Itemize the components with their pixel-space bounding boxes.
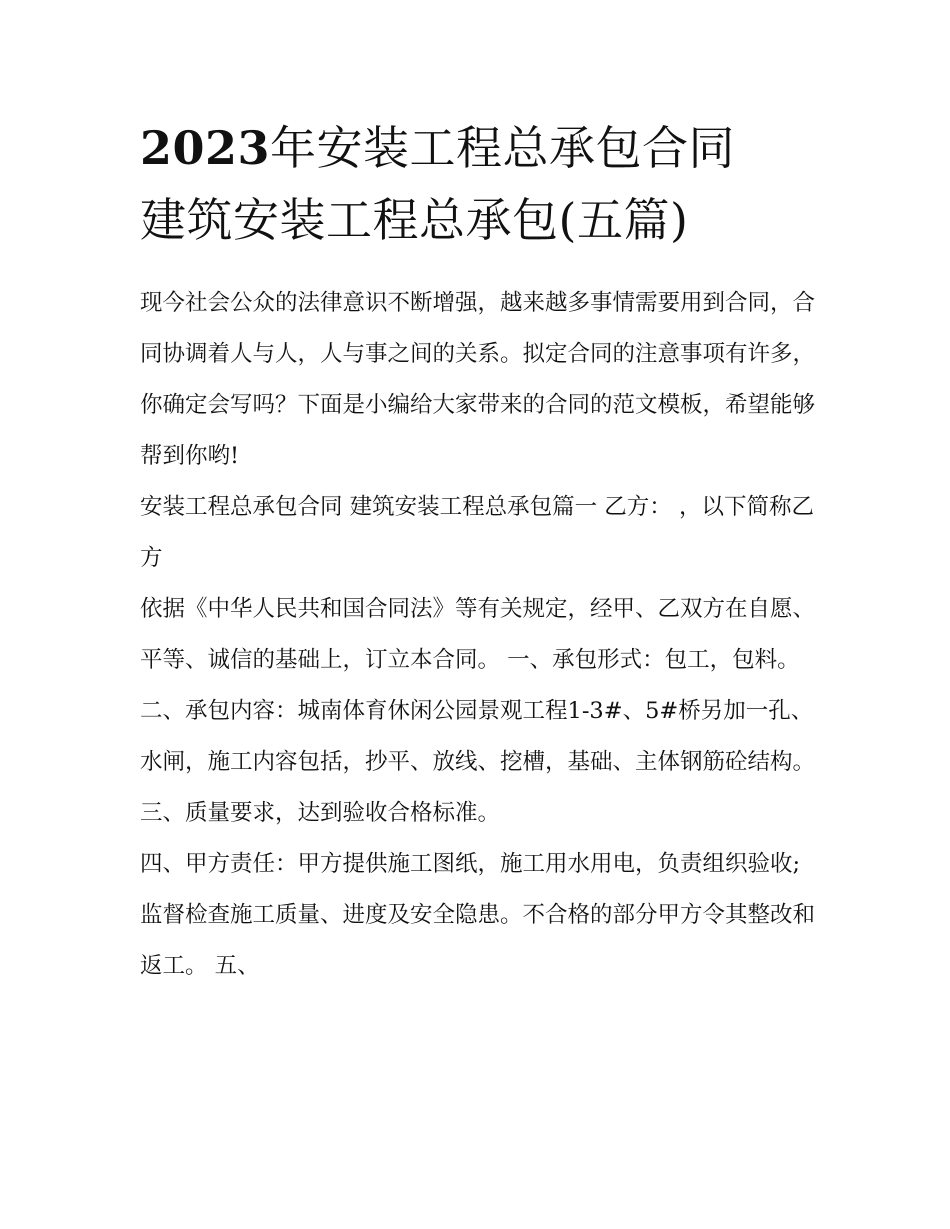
paragraph-party-a-duties: 四、甲方责任：甲方提供施工图纸，施工用水用电，负责组织验收;监督检查施工质量、进度及安全隐患。不合格的部分甲方令其整改和返工。 五、: [140, 851, 816, 979]
paragraph-basis: 依据《中华人民共和国合同法》等有关规定，经甲、乙双方在自愿、平等、诚信的基础上，订立本合同。 一、承包形式：包工，包料。: [140, 596, 816, 673]
paragraph-scope: 二、承包内容：城南体育休闲公园景观工程1-3#、5#桥另加一孔、水闸，施工内容包括，抄平、放线、挖槽，基础、主体钢筋砼结构。: [140, 698, 816, 775]
title-line-2: 建筑安装工程总承包(五篇): [140, 193, 689, 247]
title-year: 2023: [140, 121, 271, 175]
document-body: [140, 278, 820, 992]
title-line-1-text: 年安装工程总承包合同: [270, 121, 736, 175]
document-title: [140, 112, 840, 256]
title-line-1: [140, 112, 840, 184]
paragraph-quality: 三、质量要求，达到验收合格标准。: [140, 800, 501, 826]
paragraph-intro: 现今社会公众的法律意识不断增强，越来越多事情需要用到合同，合同协调着人与人，人与事之间的关系。拟定合同的注意事项有许多，你确定会写吗？下面是小编给大家带来的合同的范文模板，希望能够帮到你哟!: [140, 290, 816, 469]
paragraph-heading: 安装工程总承包合同 建筑安装工程总承包篇一 乙方： ，以下简称乙方: [140, 494, 814, 571]
